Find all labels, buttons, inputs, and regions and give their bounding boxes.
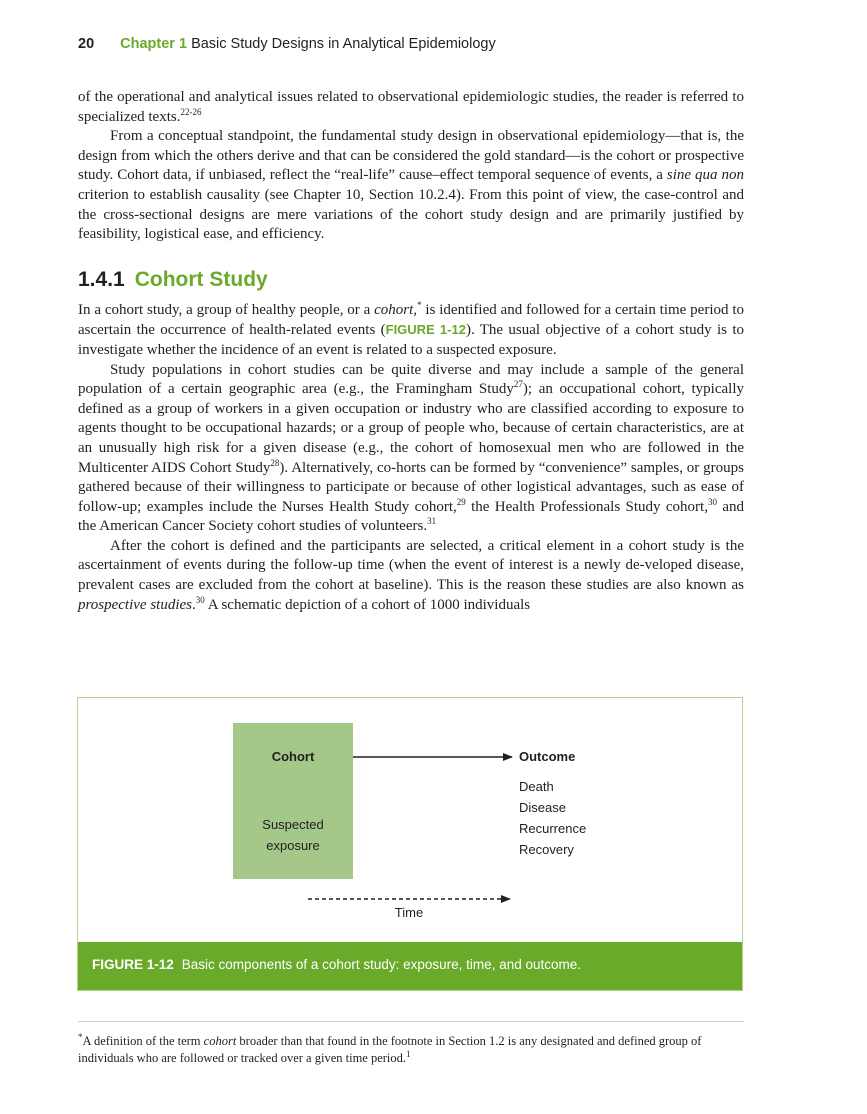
section-heading	[78, 267, 744, 293]
citation: 27	[513, 379, 523, 390]
outcome-item: Disease	[519, 800, 566, 815]
page-number: 20	[78, 36, 95, 52]
cohort-label: Cohort	[271, 749, 315, 764]
footnote-divider	[78, 1021, 744, 1022]
exposure-label-line1: Suspected	[262, 817, 324, 832]
citation: 29	[456, 496, 466, 507]
caption-text: Basic components of a cohort study: exposure, time, and outcome.	[181, 957, 581, 972]
footnote-mark: *	[78, 1031, 83, 1042]
paragraph-1: of the operational and analytical issues related to observational epidemiologic studies, the reader is referred to specialized texts.$^{22-26}$	[78, 89, 744, 125]
time-label: Time	[394, 905, 424, 920]
paragraph-5: After the cohort is defined and the participants are selected, a critical element in a cohort study is the ascertainment of events during the follow-up time (when the event of interest is a newly de-veloped disease, prevalent cases are excluded from the cohort at baseline). This is the reason these studies are also known as prospective studies.$^{30}$ A schematic depiction of a cohort of 1000 individuals	[78, 537, 744, 613]
citation: 30	[195, 594, 205, 605]
paragraph-3: In a cohort study, a group of healthy people, or a cohort,* is identified and followed for a certain time period to ascertain the occurrence of health-related events (FIGURE 1-12). The usual objective of a cohort study is to investigate whether the incidence of an event is related to a suspected exposure.	[78, 299, 744, 358]
cohort-diagram	[78, 698, 742, 944]
citation: 1	[406, 1048, 411, 1059]
outcome-item: Death	[519, 779, 554, 794]
citation: 31	[427, 516, 437, 527]
outcome-item: Recurrence	[519, 821, 587, 836]
cohort-box	[233, 723, 353, 879]
section-number: 1.4.1	[78, 267, 125, 291]
figure-reference[interactable]: FIGURE 1-12	[385, 322, 466, 338]
body-text	[78, 88, 744, 615]
figure-1-12	[77, 697, 743, 991]
figure-caption	[78, 942, 742, 990]
citation: 30	[707, 496, 717, 507]
outcome-label: Outcome	[519, 749, 576, 764]
chapter-label: Chapter 1	[120, 36, 188, 52]
caption-number: FIGURE 1-12	[92, 957, 174, 972]
footnote: *A definition of the term cohort broader than that found in the footnote in Section 1.2 is any designated and defined group of individuals who are followed or tracked over a given time period.$^1$	[78, 1031, 702, 1065]
outcome-item: Recovery	[519, 842, 574, 857]
paragraph-2: From a conceptual standpoint, the fundamental study design in observational epidemiology—that is, the design from which the others derive and that can be considered the gold standard—is the cohort or prospective study. Cohort data, if unbiased, reflect the “real-life” cause–effect temporal sequence of events, a sine qua non criterion to establish causality (see Chapter 10, Section 10.2.4). From this point of view, the case-control and the cross-sectional designs are mere variations of the cohort study design and are primarily justified by feasibility, logistical ease, and efficiency.	[78, 128, 744, 243]
chapter-title: Basic Study Designs in Analytical Epidemiology	[191, 36, 496, 52]
running-header	[78, 36, 758, 52]
exposure-label-line2: exposure	[266, 838, 320, 853]
citation: 28	[270, 457, 280, 468]
section-title: Cohort Study	[134, 267, 268, 291]
citation: 22-26	[180, 106, 202, 117]
paragraph-4: Study populations in cohort studies can be quite diverse and may include a sample of the general population of a certain geographic area (e.g., the Framingham Study$^{27}$); an occupational cohort, typically defined as a group of workers in a given occupation or industry who are classified according to exposure to agents thought to be occupational hazards; or a group of people who, because of certain characteristics, are at an unusually high risk for a given disease (e.g., the cohort of homosexual men who are followed in the Multicenter AIDS Cohort Study$^{28}$). Alternatively, co-horts can be formed by “convenience” samples, or groups gathered because of their willingness to participate or because of other logistical advantages, such as ease of follow-up; examples include the Nurses Health Study cohort,$^{29}$ the Health Professionals Study cohort,$^{30}$ and the American Cancer Society cohort studies of volunteers.$^{31}$	[78, 361, 744, 535]
footnote-mark: *	[417, 299, 422, 310]
